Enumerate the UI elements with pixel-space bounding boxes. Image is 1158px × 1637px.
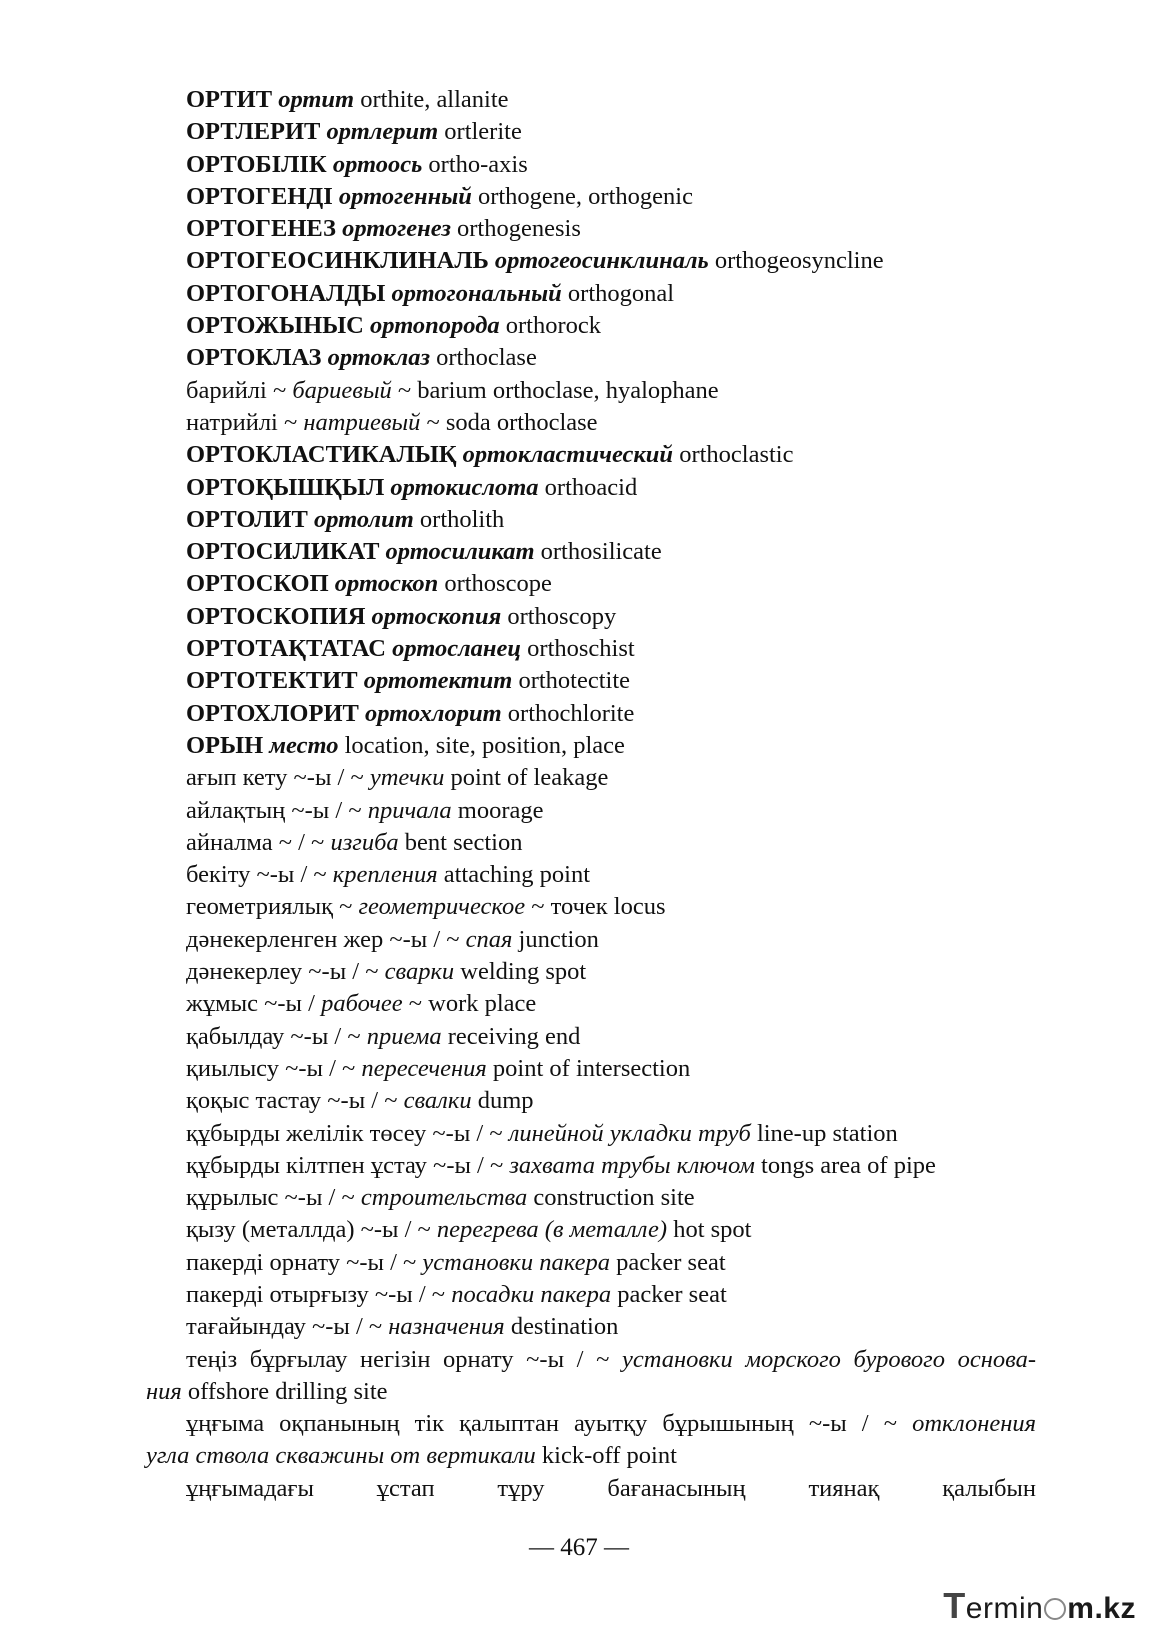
english-term: ortlerite: [444, 118, 522, 146]
magnifier-icon: [1044, 1598, 1066, 1620]
kazakh-headword: ОРТИТ: [186, 86, 273, 113]
russian-subterm: назначения: [388, 1313, 505, 1341]
english-term: orthorock: [505, 312, 602, 340]
kazakh-subterm: айлақтың ~-ы / ~: [186, 796, 362, 824]
kazakh-headword: ОРТОТАҚТАТАС: [186, 635, 386, 663]
sub-entry: [146, 1118, 1036, 1150]
english-term: orthochlorite: [507, 699, 635, 727]
kazakh-headword: ОРТОГЕОСИНКЛИНАЛЬ: [186, 247, 489, 275]
russian-term: ортоклаз: [327, 344, 431, 372]
sub-entry: [146, 1182, 1036, 1214]
kazakh-subterm: натрийлі ~: [186, 408, 298, 436]
kazakh-headword: ОРЫН: [186, 731, 264, 759]
english-subterm: construction site: [533, 1184, 695, 1212]
continued-entry: ұңғымадағы ұстап тұру бағанасының тиянақ қалыбын: [186, 1474, 1036, 1502]
kazakh-subterm: айналма ~ / ~: [186, 828, 325, 856]
headword-entry: [146, 504, 1036, 536]
kazakh-headword: ОРТОСКОП: [186, 570, 329, 598]
sub-entry: [146, 1311, 1036, 1343]
russian-subterm-part2: угла ствола скважины от вертикали: [146, 1442, 536, 1470]
english-term: orthoclase: [436, 344, 537, 372]
russian-term: ортоось: [332, 150, 423, 178]
english-subterm: destination: [510, 1313, 619, 1341]
headword-entry: [146, 472, 1036, 504]
russian-term: ортолит: [313, 505, 414, 533]
english-subterm: line-up station: [756, 1119, 898, 1147]
english-subterm: bent section: [404, 828, 523, 856]
russian-subterm: приема: [366, 1022, 442, 1050]
english-term: orthoschist: [527, 635, 635, 663]
headword-entry: [146, 342, 1036, 374]
kazakh-subterm: қабылдау ~-ы / ~: [186, 1022, 361, 1050]
russian-subterm: пересечения: [361, 1054, 487, 1082]
russian-subterm: строительства: [360, 1184, 528, 1212]
headword-entry: [146, 601, 1036, 633]
headword-entry: [146, 730, 1036, 762]
russian-term: ортит: [278, 86, 355, 113]
english-subterm: receiving end: [447, 1022, 581, 1050]
kazakh-headword: ОРТОХЛОРИТ: [186, 699, 359, 727]
sub-entry: [146, 1021, 1036, 1053]
kazakh-headword: ОРТОКЛАЗ: [186, 344, 322, 372]
english-term: ortholith: [419, 505, 505, 533]
russian-subterm-part1: отклонения: [912, 1410, 1036, 1438]
kazakh-headword: ОРТОСКОПИЯ: [186, 602, 366, 630]
russian-subterm: спая: [465, 925, 513, 953]
russian-term: ортогональный: [391, 279, 562, 307]
kazakh-subterm: жұмыс ~-ы /: [186, 990, 315, 1018]
kazakh-subterm: дәнекерленген жер ~-ы / ~: [186, 925, 460, 953]
sub-entry: [146, 1279, 1036, 1311]
headword-entry: [146, 536, 1036, 568]
kazakh-subterm: қызу (металлда) ~-ы / ~: [186, 1216, 431, 1244]
sub-entry: [146, 407, 1036, 439]
russian-term: ортотектит: [363, 667, 513, 695]
russian-subterm-part2: ния: [146, 1377, 182, 1405]
wrapped-sub-entry: [146, 1344, 1036, 1409]
english-term: orthogene, orthogenic: [477, 182, 693, 210]
russian-subterm: крепления: [332, 861, 438, 889]
kazakh-headword: ОРТОГОНАЛДЫ: [186, 279, 386, 307]
english-subterm: tongs area of pipe: [761, 1151, 936, 1179]
sub-entry: [146, 795, 1036, 827]
kazakh-subterm: дәнекерлеу ~-ы / ~: [186, 958, 379, 986]
headword-entry: [146, 278, 1036, 310]
kazakh-headword: ОРТОГЕНДІ: [186, 182, 333, 210]
sub-entry: [146, 859, 1036, 891]
kazakh-headword: ОРТЛЕРИТ: [186, 118, 321, 146]
kazakh-headword: ОРТОБІЛІК: [186, 150, 327, 178]
headword-entry: [146, 633, 1036, 665]
sub-entry: [146, 762, 1036, 794]
kazakh-subterm: ағып кету ~-ы / ~: [186, 764, 364, 792]
russian-term: ортоскоп: [334, 570, 439, 598]
sub-entry: [146, 891, 1036, 923]
english-subterm: dump: [477, 1087, 534, 1115]
english-term: orthoscope: [444, 570, 552, 598]
russian-subterm: сварки: [384, 958, 455, 986]
russian-subterm: натриевый: [303, 408, 421, 436]
headword-entry: [146, 213, 1036, 245]
kazakh-subterm: бекіту ~-ы / ~: [186, 861, 327, 889]
english-subterm: offshore drilling site: [187, 1377, 388, 1405]
russian-subterm: установки пакера: [422, 1248, 610, 1276]
english-term: orthoclastic: [679, 441, 794, 469]
headword-entry: [146, 149, 1036, 181]
sub-entry: [146, 375, 1036, 407]
kazakh-headword: ОРТОКЛАСТИКАЛЫҚ: [186, 441, 457, 469]
english-subterm: ~ barium orthoclase, hyalophane: [397, 376, 719, 404]
sub-entry: [146, 1247, 1036, 1279]
english-term: orthoacid: [544, 473, 638, 501]
wrapped-line-2: [146, 1440, 1036, 1472]
kazakh-headword: ОРТОЛИТ: [186, 505, 308, 533]
kazakh-headword: ОРТОСИЛИКАТ: [186, 538, 380, 566]
english-subterm: attaching point: [443, 861, 591, 889]
kazakh-subterm: ұңғыма оқпанының тік қалыптан ауытқу бұрышының ~-ы / ~: [186, 1410, 897, 1438]
russian-term: ортокластический: [462, 441, 674, 469]
english-term: ortho-axis: [428, 150, 528, 178]
site-logo[interactable]: Termin m.kz: [943, 1585, 1136, 1626]
page-number: — 467 —: [529, 1534, 629, 1561]
english-term: orthite, allanite: [360, 86, 509, 113]
english-subterm: moorage: [457, 796, 544, 824]
english-term: orthogonal: [567, 279, 675, 307]
kazakh-headword: ОРТОҚЫШҚЫЛ: [186, 473, 385, 501]
kazakh-headword: ОРТОТЕКТИТ: [186, 667, 358, 695]
entry-list: [146, 84, 1036, 1505]
sub-entry: [146, 956, 1036, 988]
kazakh-subterm: құбырды желілік төсеу ~-ы / ~: [186, 1119, 503, 1147]
russian-subterm: причала: [367, 796, 452, 824]
headword-entry: [146, 245, 1036, 277]
english-subterm: hot spot: [673, 1216, 752, 1244]
headword-entry: [146, 84, 1036, 116]
russian-term: ортлерит: [326, 118, 439, 146]
english-subterm: ~ точек locus: [531, 893, 666, 921]
russian-subterm: линейной укладки труб: [508, 1119, 751, 1147]
english-term: location, site, position, place: [344, 731, 625, 759]
russian-subterm: рабочее: [321, 990, 403, 1018]
wrapped-sub-entry: [146, 1408, 1036, 1473]
russian-subterm: утечки: [369, 764, 445, 792]
sub-entry: [146, 1214, 1036, 1246]
kazakh-subterm: пакерді отырғызу ~-ы / ~: [186, 1280, 446, 1308]
english-subterm: packer seat: [617, 1280, 727, 1308]
kazakh-subterm: құрылыс ~-ы / ~: [186, 1184, 355, 1212]
english-subterm: ~ work place: [408, 990, 537, 1018]
sub-entry: [146, 924, 1036, 956]
kazakh-headword: ОРТОГЕНЕЗ: [186, 215, 336, 243]
sub-entry: [146, 827, 1036, 859]
headword-entry: [146, 698, 1036, 730]
russian-term: ортосланец: [392, 635, 522, 663]
headword-entry: [146, 310, 1036, 342]
kazakh-subterm: қиылысу ~-ы / ~: [186, 1054, 356, 1082]
kazakh-subterm: қоқыс тастау ~-ы / ~: [186, 1087, 398, 1115]
sub-entry: [146, 1085, 1036, 1117]
wrapped-line-2: [146, 1376, 1036, 1408]
headword-entry: [146, 568, 1036, 600]
headword-entry: [146, 181, 1036, 213]
russian-subterm: захвата трубы ключом: [509, 1151, 755, 1179]
kazakh-subterm: барийлі ~: [186, 376, 287, 404]
russian-term: место: [269, 731, 339, 759]
russian-term: ортоскопия: [371, 602, 502, 630]
kazakh-subterm: пакерді орнату ~-ы / ~: [186, 1248, 417, 1276]
kazakh-subterm: құбырды кілтпен ұстау ~-ы / ~: [186, 1151, 504, 1179]
russian-term: ортогенный: [338, 182, 472, 210]
kazakh-subterm: теңіз бұрғылау негізін орнату ~-ы / ~: [186, 1345, 610, 1373]
russian-term: ортосиликат: [385, 538, 535, 566]
english-term: orthosilicate: [540, 538, 662, 566]
sub-entry: [146, 988, 1036, 1020]
russian-subterm: посадки пакера: [451, 1280, 612, 1308]
russian-term: ортопорода: [370, 312, 500, 340]
english-term: orthogeosyncline: [714, 247, 884, 275]
english-subterm: junction: [518, 925, 599, 953]
russian-subterm: перегрева (в металле): [436, 1216, 668, 1244]
russian-subterm: бариевый: [292, 376, 392, 404]
headword-entry: [146, 665, 1036, 697]
russian-term: ортохлорит: [364, 699, 502, 727]
kazakh-subterm: геометриялық ~: [186, 893, 353, 921]
sub-entry: [146, 1053, 1036, 1085]
russian-term: ортогеосинклиналь: [494, 247, 709, 275]
english-subterm: welding spot: [460, 958, 587, 986]
english-subterm: kick-off point: [541, 1442, 677, 1470]
russian-subterm: изгиба: [330, 828, 399, 856]
russian-subterm: свалки: [403, 1087, 472, 1115]
english-subterm: ~ soda orthoclase: [426, 408, 598, 436]
headword-entry: [146, 439, 1036, 471]
english-term: orthogenesis: [457, 215, 581, 243]
wrapped-line-1: [146, 1408, 1036, 1440]
wrapped-line-1: [146, 1344, 1036, 1376]
russian-term: ортогенез: [342, 215, 451, 243]
russian-subterm-part1: установки морского бурового основа-: [621, 1345, 1036, 1373]
sub-entry: [146, 1150, 1036, 1182]
kazakh-headword: ОРТОЖЫНЫС: [186, 312, 364, 340]
english-term: orthotectite: [518, 667, 631, 695]
headword-entry: [146, 116, 1036, 148]
english-term: orthoscopy: [507, 602, 617, 630]
english-subterm: point of intersection: [492, 1054, 691, 1082]
english-subterm: point of leakage: [450, 764, 609, 792]
english-subterm: packer seat: [616, 1248, 726, 1276]
kazakh-subterm: тағайындау ~-ы / ~: [186, 1313, 383, 1341]
russian-term: ортокислота: [390, 473, 539, 501]
russian-subterm: геометрическое: [358, 893, 526, 921]
